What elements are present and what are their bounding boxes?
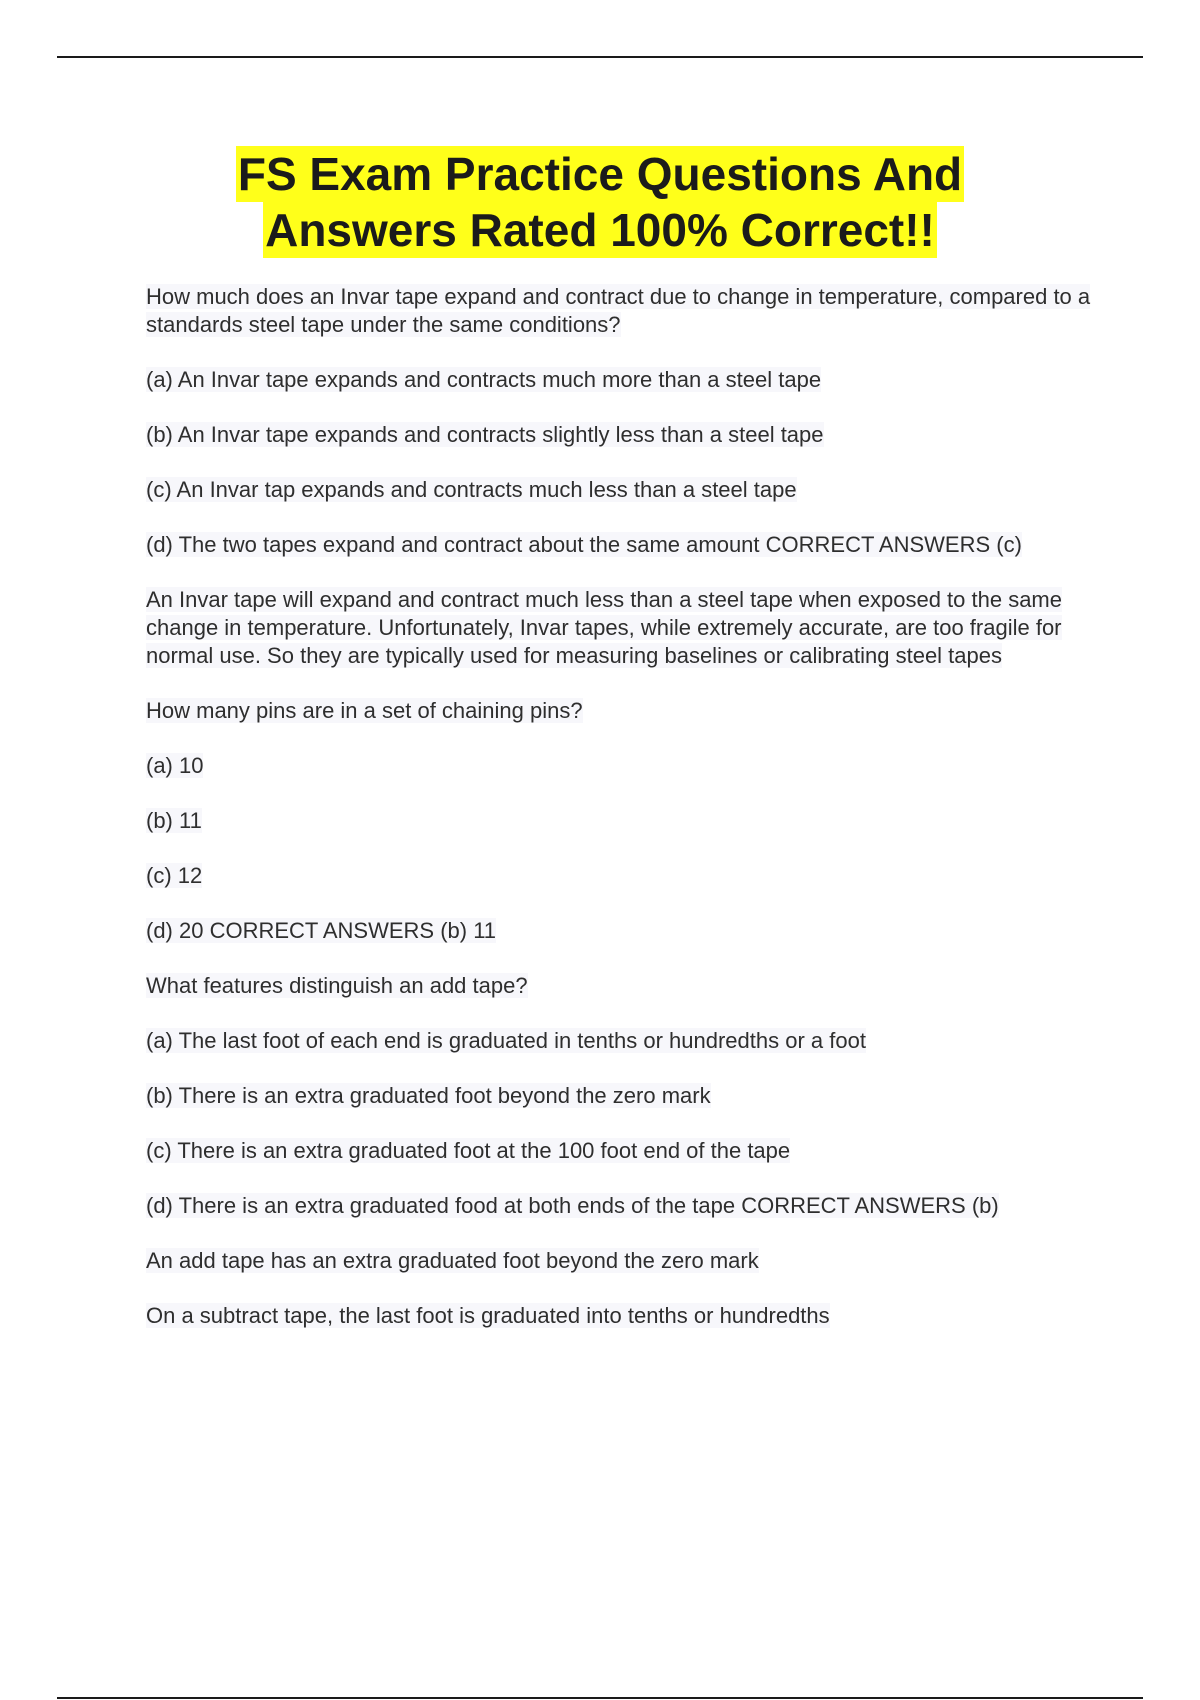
- q1-option-a: (a) An Invar tape expands and contracts much more than a steel tape: [146, 367, 822, 392]
- question-2: How many pins are in a set of chaining pins?: [146, 698, 583, 723]
- document-body: [146, 283, 1096, 1357]
- q3-explanation-add-tape: An add tape has an extra graduated foot beyond the zero mark: [146, 1248, 759, 1273]
- question-3: What features distinguish an add tape?: [146, 973, 528, 998]
- q2-option-c: (c) 12: [146, 863, 203, 888]
- q3-option-a: (a) The last foot of each end is graduated in tenths or hundredths or a foot: [146, 1028, 866, 1053]
- q1-option-d-answer: (d) The two tapes expand and contract about the same amount CORRECT ANSWERS (c): [146, 532, 1022, 557]
- q1-option-b: (b) An Invar tape expands and contracts slightly less than a steel tape: [146, 422, 824, 447]
- q2-option-b: (b) 11: [146, 808, 202, 833]
- q1-option-c: (c) An Invar tap expands and contracts much less than a steel tape: [146, 477, 797, 502]
- q3-option-c: (c) There is an extra graduated foot at the 100 foot end of the tape: [146, 1138, 791, 1163]
- document-title: [0, 146, 1200, 258]
- footer-rule: [57, 1697, 1143, 1699]
- question-1: How much does an Invar tape expand and contract due to change in temperature, compared to a standards steel tape under the same conditions?: [146, 284, 1091, 337]
- q3-option-b: (b) There is an extra graduated foot beyond the zero mark: [146, 1083, 711, 1108]
- q3-explanation-subtract-tape: On a subtract tape, the last foot is graduated into tenths or hundredths: [146, 1303, 830, 1328]
- q1-explanation: An Invar tape will expand and contract much less than a steel tape when exposed to the same change in temperature. Unfortunately, Invar tapes, while extremely accurate, are too fragile for normal use. So they are typically used for measuring baselines or calibrating steel tapes: [146, 587, 1062, 668]
- header-rule: [57, 56, 1143, 58]
- q2-option-d-answer: (d) 20 CORRECT ANSWERS (b) 11: [146, 918, 497, 943]
- q3-option-d-answer: (d) There is an extra graduated food at both ends of the tape CORRECT ANSWERS (b): [146, 1193, 999, 1218]
- q2-option-a: (a) 10: [146, 753, 204, 778]
- title-line-1: FS Exam Practice Questions And: [237, 148, 963, 200]
- title-line-2: Answers Rated 100% Correct!!: [265, 204, 935, 256]
